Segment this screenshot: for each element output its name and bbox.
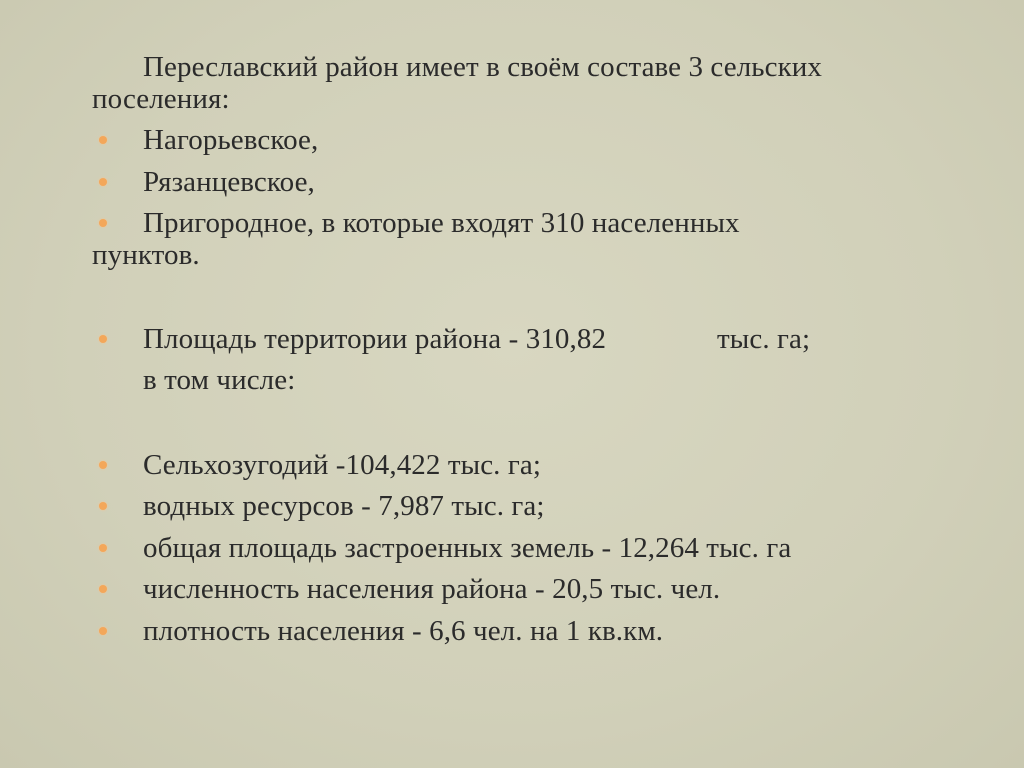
area-including: в том числе: xyxy=(143,364,296,396)
stat-item: численность населения района - 20,5 тыс. чел. xyxy=(143,573,721,605)
bullet-icon xyxy=(99,219,107,227)
settlement-item: Рязанцевское, xyxy=(143,166,315,198)
settlement-item: Нагорьевское, xyxy=(143,124,319,156)
bullet-icon xyxy=(99,627,107,635)
bullet-icon xyxy=(99,335,107,343)
intro-line-2: поселения: xyxy=(92,83,230,115)
bullet-icon xyxy=(99,544,107,552)
settlement-item-line-1: Пригородное, в которые входят 310 населенных xyxy=(143,207,740,239)
intro-line-1: Переславский район имеет в своём составе 3 сельских xyxy=(143,51,823,83)
area-unit: тыс. га; xyxy=(717,323,811,355)
bullet-icon xyxy=(99,585,107,593)
bullet-icon xyxy=(99,461,107,469)
stat-item: общая площадь застроенных земель - 12,264 тыс. га xyxy=(143,532,792,564)
bullet-icon xyxy=(99,178,107,186)
area-label: Площадь территории района - 310,82 xyxy=(143,323,607,355)
bullet-icon xyxy=(99,502,107,510)
stat-item: Сельхозугодий -104,422 тыс. га; xyxy=(143,449,541,481)
settlement-item-line-2: пунктов. xyxy=(92,239,200,271)
stat-item: водных ресурсов - 7,987 тыс. га; xyxy=(143,490,545,522)
bullet-icon xyxy=(99,136,107,144)
stat-item: плотность населения - 6,6 чел. на 1 кв.км. xyxy=(143,615,664,647)
